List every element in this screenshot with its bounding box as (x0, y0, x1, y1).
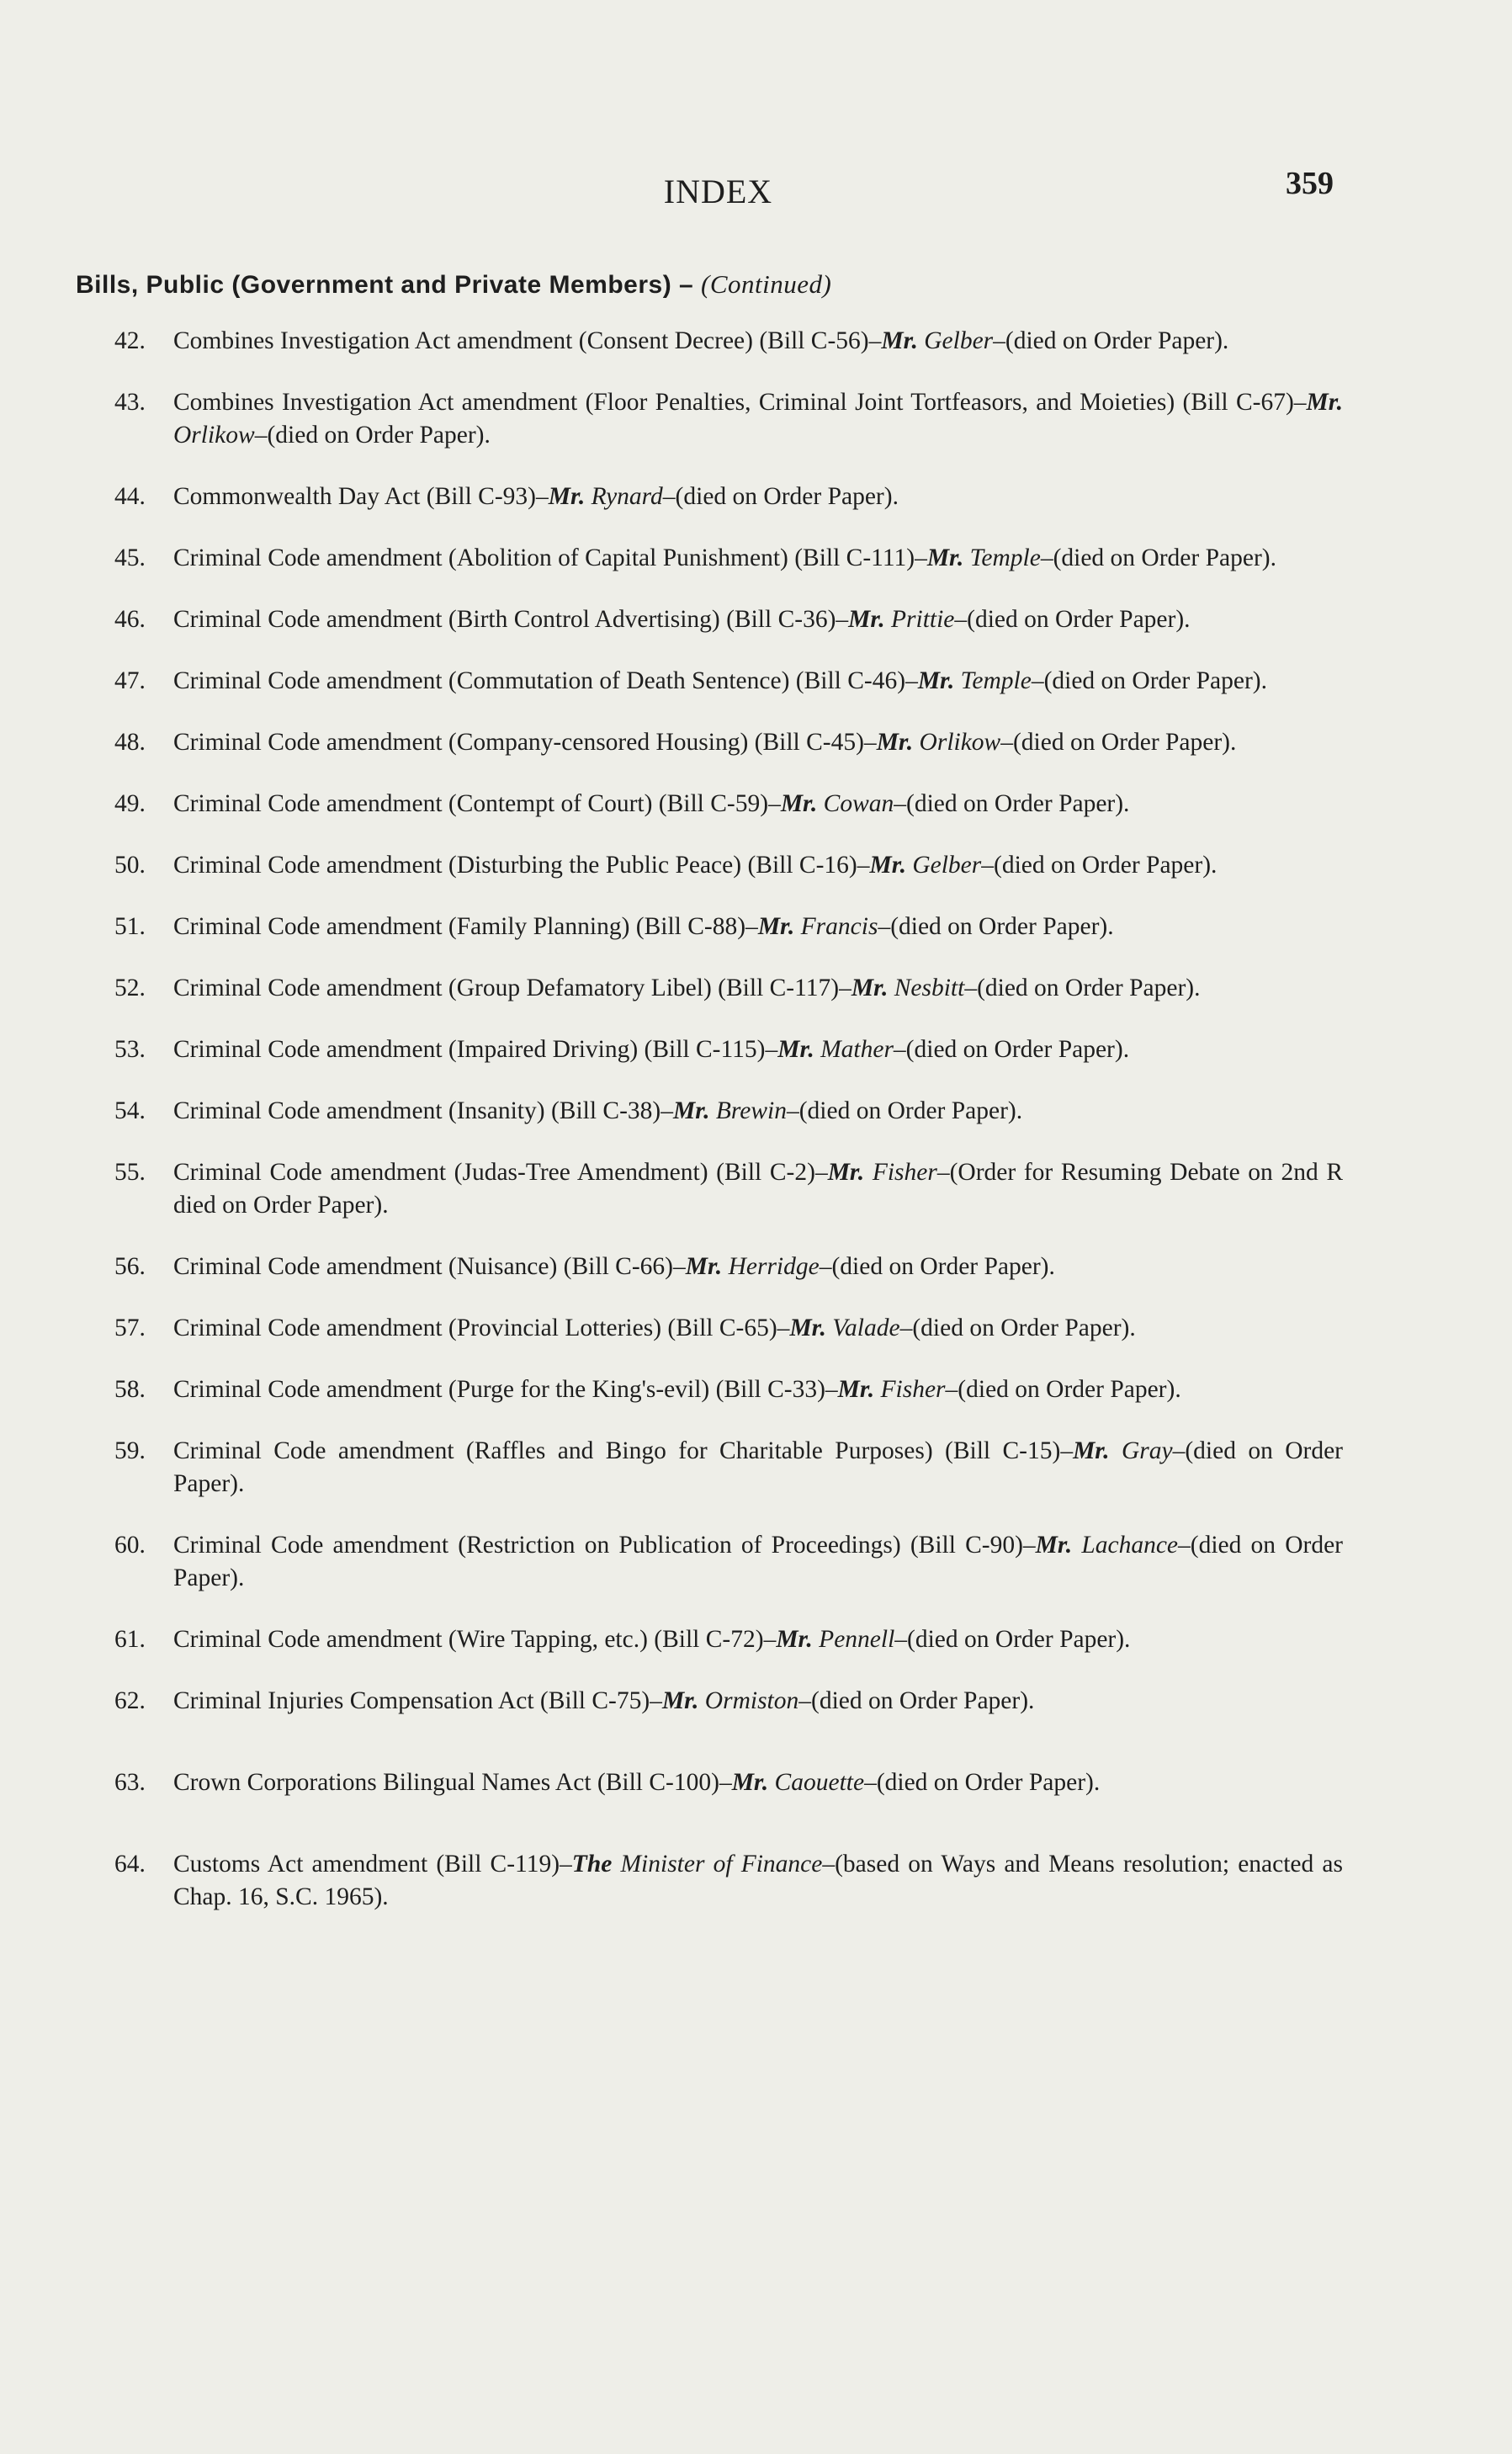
sponsor-title: Mr. (827, 1159, 865, 1186)
sponsor-name: Ormiston (704, 1687, 799, 1714)
sponsor-name: Orlikow (919, 729, 1001, 756)
list-item (114, 1623, 1343, 1656)
list-item (114, 603, 1343, 636)
entry-number: 62. (114, 1687, 146, 1714)
entry-number: 44. (114, 483, 146, 510)
list-item (114, 1156, 1343, 1222)
list-item (114, 1251, 1343, 1283)
entry-number: 49. (114, 790, 146, 817)
entry-status: –(died on Order Paper). (894, 1626, 1131, 1653)
entry-text: Criminal Code amendment (Family Planning) (Bill C-88)– (173, 913, 758, 940)
sponsor-name: Orlikow (173, 422, 255, 449)
entry-text: Criminal Code amendment (Group Defamatory Libel) (Bill C-117)– (173, 975, 851, 1001)
entry-text: Criminal Code amendment (Nuisance) (Bill C-66)– (173, 1253, 686, 1280)
sponsor-title: Mr. (673, 1097, 710, 1124)
entry-text: Criminal Code amendment (Purge for the King's-evil) (Bill C-33)– (173, 1376, 838, 1403)
entry-text: Criminal Code amendment (Wire Tapping, etc.) (Bill C-72)– (173, 1626, 777, 1653)
entry-status: –(died on Order Paper). (254, 422, 491, 449)
entry-number: 63. (114, 1769, 146, 1796)
entry-number: 58. (114, 1376, 146, 1403)
entry-status: –(based on Ways and Means resolution; enacted as Chap. 16, S.C. 1965). (173, 1851, 1343, 1910)
page-number: 359 (1286, 166, 1334, 201)
entry-status: –(died on Order Paper). (945, 1376, 1181, 1403)
sponsor-title: Mr. (848, 606, 885, 633)
entry-status: –(died on Order Paper). (798, 1687, 1035, 1714)
running-title: INDEX (663, 173, 773, 210)
entry-text: Criminal Code amendment (Birth Control Advertising) (Bill C-36)– (173, 606, 849, 633)
entry-number: 42. (114, 327, 146, 354)
entry-status: –(died on Order Paper). (899, 1315, 1136, 1341)
entry-status: –(died on Order Paper). (878, 913, 1114, 940)
list-item (114, 1095, 1343, 1128)
entry-status: –(died on Order Paper). (894, 790, 1130, 817)
entry-status: –(died on Order Paper). (893, 1036, 1130, 1063)
entry-text: Criminal Code amendment (Disturbing the Public Peace) (Bill C-16)– (173, 852, 870, 879)
sponsor-title: Mr. (1306, 389, 1343, 416)
list-item (114, 325, 1343, 358)
entry-text: Criminal Code amendment (Commutation of Death Sentence) (Bill C-46)– (173, 667, 918, 694)
sponsor-title: Mr. (685, 1253, 723, 1280)
section-heading (76, 269, 831, 300)
entry-status: –(died on Order Paper). (786, 1097, 1023, 1124)
list-item (114, 911, 1343, 943)
entry-status: –(died on Order Paper). (864, 1769, 1101, 1796)
entry-text: Criminal Code amendment (Provincial Lotteries) (Bill C-65)– (173, 1315, 790, 1341)
sponsor-title: Mr. (780, 790, 818, 817)
sponsor-name: Pennell (819, 1626, 895, 1653)
entry-text: Criminal Code amendment (Abolition of Capital Punishment) (Bill C-111)– (173, 544, 927, 571)
sponsor-title: Mr. (876, 729, 914, 756)
sponsor-name: Cowan (823, 790, 894, 817)
sponsor-name: Caouette (774, 1769, 865, 1796)
entry-number: 47. (114, 667, 146, 694)
bill-entry-list (114, 325, 1343, 1942)
section-continued-label: (Continued) (701, 269, 832, 299)
list-item (114, 849, 1343, 882)
list-item (114, 481, 1343, 513)
entry-number: 59. (114, 1437, 146, 1464)
sponsor-title: Mr. (548, 483, 586, 510)
entry-number: 52. (114, 975, 146, 1001)
list-item (114, 1033, 1343, 1066)
sponsor-name: Herridge (728, 1253, 820, 1280)
sponsor-title: Mr. (661, 1687, 699, 1714)
sponsor-name: Brewin (715, 1097, 787, 1124)
entry-number: 55. (114, 1159, 146, 1186)
entry-status: –(died on Order Paper). (173, 1532, 1343, 1591)
sponsor-title: Mr. (926, 544, 964, 571)
sponsor-title: Mr. (777, 1036, 814, 1063)
entry-text: Criminal Code amendment (Impaired Driving) (Bill C-115)– (173, 1036, 778, 1063)
sponsor-title: Mr. (776, 1626, 813, 1653)
entry-status: –(died on Order Paper). (662, 483, 899, 510)
entry-text: Criminal Code amendment (Contempt of Court) (Bill C-59)– (173, 790, 781, 817)
list-item (114, 1312, 1343, 1345)
list-item (114, 726, 1343, 759)
entry-text: Crown Corporations Bilingual Names Act (Bill C-100)– (173, 1769, 732, 1796)
sponsor-name: Francis (800, 913, 878, 940)
entry-status: –(died on Order Paper). (964, 975, 1201, 1001)
sponsor-title: Mr. (757, 913, 795, 940)
list-item (114, 1685, 1343, 1718)
list-item (114, 386, 1343, 452)
entry-number: 60. (114, 1532, 146, 1559)
entry-text: Criminal Code amendment (Restriction on Publication of Proceedings) (Bill C-90)– (173, 1532, 1036, 1559)
sponsor-name: Temple (960, 667, 1032, 694)
list-item (114, 788, 1343, 821)
entry-number: 57. (114, 1315, 146, 1341)
sponsor-title: Mr. (851, 975, 889, 1001)
entry-text: Criminal Code amendment (Judas-Tree Amendment) (Bill C-2)– (173, 1159, 828, 1186)
sponsor-name: Mather (820, 1036, 894, 1063)
entry-number: 43. (114, 389, 146, 416)
entry-status: –(died on Order Paper). (954, 606, 1191, 633)
entry-text: Commonwealth Day Act (Bill C-93)– (173, 483, 549, 510)
entry-number: 53. (114, 1036, 146, 1063)
sponsor-name: Minister of Finance (620, 1851, 823, 1878)
entry-text: Customs Act amendment (Bill C-119)– (173, 1851, 572, 1878)
entry-status: –(died on Order Paper). (1000, 729, 1237, 756)
entry-number: 45. (114, 544, 146, 571)
entry-text: Combines Investigation Act amendment (Floor Penalties, Criminal Joint Tortfeasors, and Moieties) (Bill C-67)– (173, 389, 1307, 416)
sponsor-name: Rynard (591, 483, 663, 510)
sponsor-title: Mr. (917, 667, 955, 694)
entry-status: –(died on Order Paper). (819, 1253, 1055, 1280)
entry-status: –(died on Order Paper). (173, 1437, 1344, 1497)
sponsor-name: Gray (1121, 1437, 1173, 1464)
entry-status: –(Order for Resuming Debate on 2nd R died on Order Paper). (173, 1159, 1344, 1219)
list-item (114, 1848, 1343, 1914)
entry-number: 56. (114, 1253, 146, 1280)
list-item (114, 665, 1343, 698)
list-item (114, 1373, 1343, 1406)
sponsor-name: Gelber (912, 852, 982, 879)
entry-number: 54. (114, 1097, 146, 1124)
entry-number: 61. (114, 1626, 146, 1653)
section-heading-text: Bills, Public (Government and Private Members) – (76, 271, 702, 299)
list-item (114, 972, 1343, 1005)
entry-text: Criminal Code amendment (Company-censored Housing) (Bill C-45)– (173, 729, 877, 756)
entry-number: 50. (114, 852, 146, 879)
entry-number: 64. (114, 1851, 146, 1878)
entry-text: Combines Investigation Act amendment (Consent Decree) (Bill C-56)– (173, 327, 882, 354)
page-header (0, 165, 1512, 215)
entry-text: Criminal Code amendment (Insanity) (Bill C-38)– (173, 1097, 673, 1124)
sponsor-title: Mr. (869, 852, 906, 879)
entry-text: Criminal Code amendment (Raffles and Bingo for Charitable Purposes) (Bill C-15)– (173, 1437, 1074, 1464)
sponsor-name: Gelber (924, 327, 994, 354)
sponsor-title: Mr. (881, 327, 918, 354)
sponsor-title: Mr. (1035, 1532, 1073, 1559)
sponsor-name: Fisher (872, 1159, 937, 1186)
entry-number: 48. (114, 729, 146, 756)
list-item (114, 1529, 1343, 1595)
entry-status: –(died on Order Paper). (981, 852, 1218, 879)
sponsor-title: The (571, 1851, 613, 1878)
sponsor-name: Fisher (880, 1376, 946, 1403)
sponsor-title: Mr. (731, 1769, 769, 1796)
list-item (114, 542, 1343, 575)
list-item (114, 1435, 1343, 1501)
sponsor-name: Temple (969, 544, 1041, 571)
entry-text: Criminal Injuries Compensation Act (Bill C-75)– (173, 1687, 662, 1714)
sponsor-name: Prittie (891, 606, 955, 633)
sponsor-title: Mr. (837, 1376, 875, 1403)
entry-number: 46. (114, 606, 146, 633)
entry-status: –(died on Order Paper). (993, 327, 1229, 354)
sponsor-name: Lachance (1081, 1532, 1178, 1559)
entry-number: 51. (114, 913, 146, 940)
entry-status: –(died on Order Paper). (1040, 544, 1276, 571)
list-item (114, 1766, 1343, 1799)
sponsor-name: Valade (832, 1315, 900, 1341)
entry-status: –(died on Order Paper). (1031, 667, 1267, 694)
sponsor-name: Nesbitt (894, 975, 965, 1001)
sponsor-title: Mr. (789, 1315, 826, 1341)
sponsor-title: Mr. (1073, 1437, 1110, 1464)
